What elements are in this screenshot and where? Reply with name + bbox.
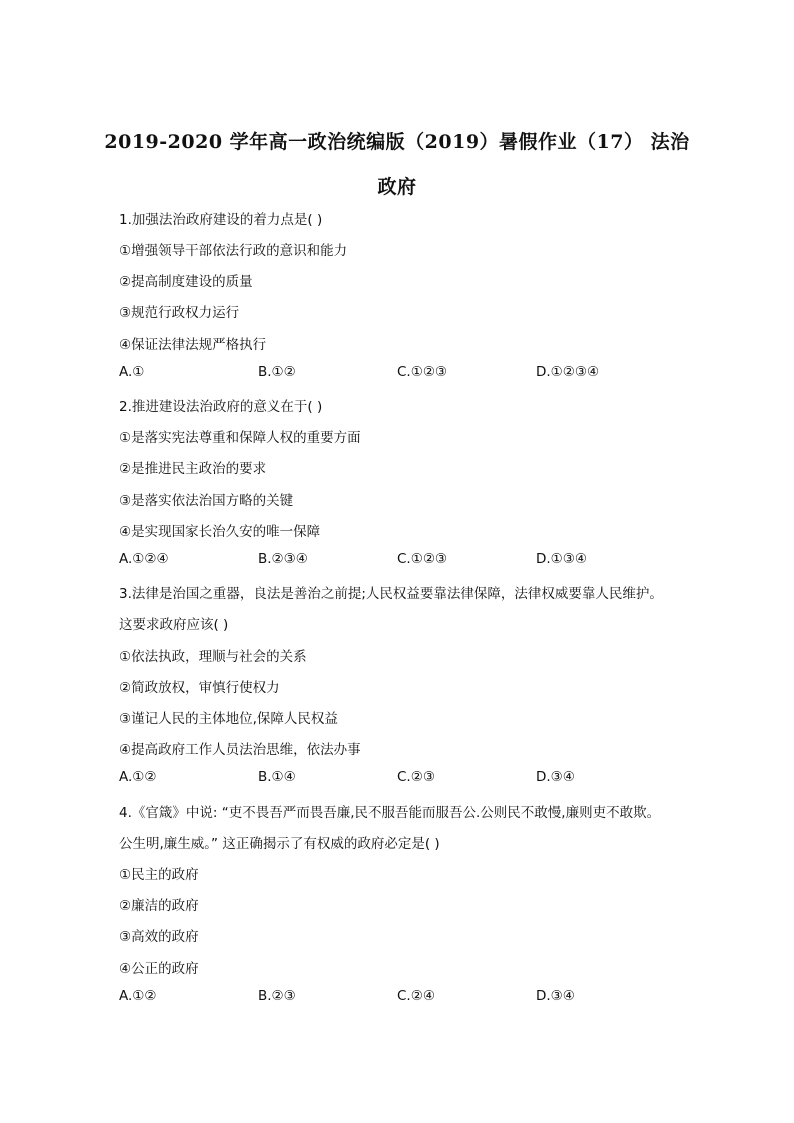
question-3-item-4: ④提高政府工作人员法治思维，依法办事 [119,742,361,758]
question-1-option-b: B.①② [258,364,296,380]
question-2-option-a: A.①②④ [119,551,169,567]
question-4-item-3: ③高效的政府 [119,929,199,945]
question-1-item-3: ③规范行政权力运行 [119,305,240,321]
question-1-option-a: A.① [119,364,145,380]
question-4-item-2: ②廉洁的政府 [119,898,199,914]
question-2-stem: 2.推进建设法治政府的意义在于( ) [119,399,323,415]
question-2-item-4: ④是实现国家长治久安的唯一保障 [119,524,321,540]
question-3-option-a: A.①② [119,769,157,785]
question-1-item-2: ②提高制度建设的质量 [119,274,253,290]
question-3-option-c: C.②③ [397,769,435,785]
question-4-item-1: ①民主的政府 [119,867,199,883]
question-1-option-d: D.①②③④ [536,364,600,380]
question-2-item-2: ②是推进民主政治的要求 [119,461,267,477]
question-1-item-1: ①增强领导干部依法行政的意识和能力 [119,243,348,259]
question-4-stem-line-2: 公生明,廉生威。” 这正确揭示了有权威的政府必定是( ) [119,836,440,852]
question-3-stem-line-2: 这要求政府应该( ) [119,617,229,633]
question-1-item-4: ④保证法律法规严格执行 [119,337,267,353]
document-title-line-2: 政府 [377,176,417,198]
question-4-option-d: D.③④ [536,988,575,1004]
question-3-option-b: B.①④ [258,769,296,785]
question-2-option-b: B.②③④ [258,551,308,567]
question-3-item-1: ①依法执政，理顺与社会的关系 [119,649,307,665]
question-1-stem: 1.加强法治政府建设的着力点是( ) [119,212,323,228]
question-4-item-4: ④公正的政府 [119,961,199,977]
question-4-option-a: A.①② [119,988,157,1004]
question-2-item-1: ①是落实宪法尊重和保障人权的重要方面 [119,430,361,446]
question-4-stem-line-1: 4.《官箴》中说: “吏不畏吾严而畏吾廉,民不服吾能而服吾公.公则民不敢慢,廉则吏不敢欺。 [119,805,661,821]
question-3-option-d: D.③④ [536,769,575,785]
question-1-option-c: C.①②③ [397,364,448,380]
document-title-line-1: 2019-2020 学年高一政治统编版（2019）暑假作业（17） 法治 [104,131,690,153]
question-4-option-c: C.②④ [397,988,435,1004]
question-3-item-2: ②简政放权，审慎行使权力 [119,680,280,696]
question-4-option-b: B.②③ [258,988,296,1004]
question-3-item-3: ③谨记人民的主体地位,保障人民权益 [119,711,338,727]
question-2-item-3: ③是落实依法治国方略的关键 [119,493,294,509]
question-2-option-d: D.①③④ [536,551,587,567]
question-3-stem-line-1: 3.法律是治国之重器，良法是善治之前提;人民权益要靠法律保障，法律权威要靠人民维护。 [119,586,663,602]
question-2-option-c: C.①②③ [397,551,448,567]
